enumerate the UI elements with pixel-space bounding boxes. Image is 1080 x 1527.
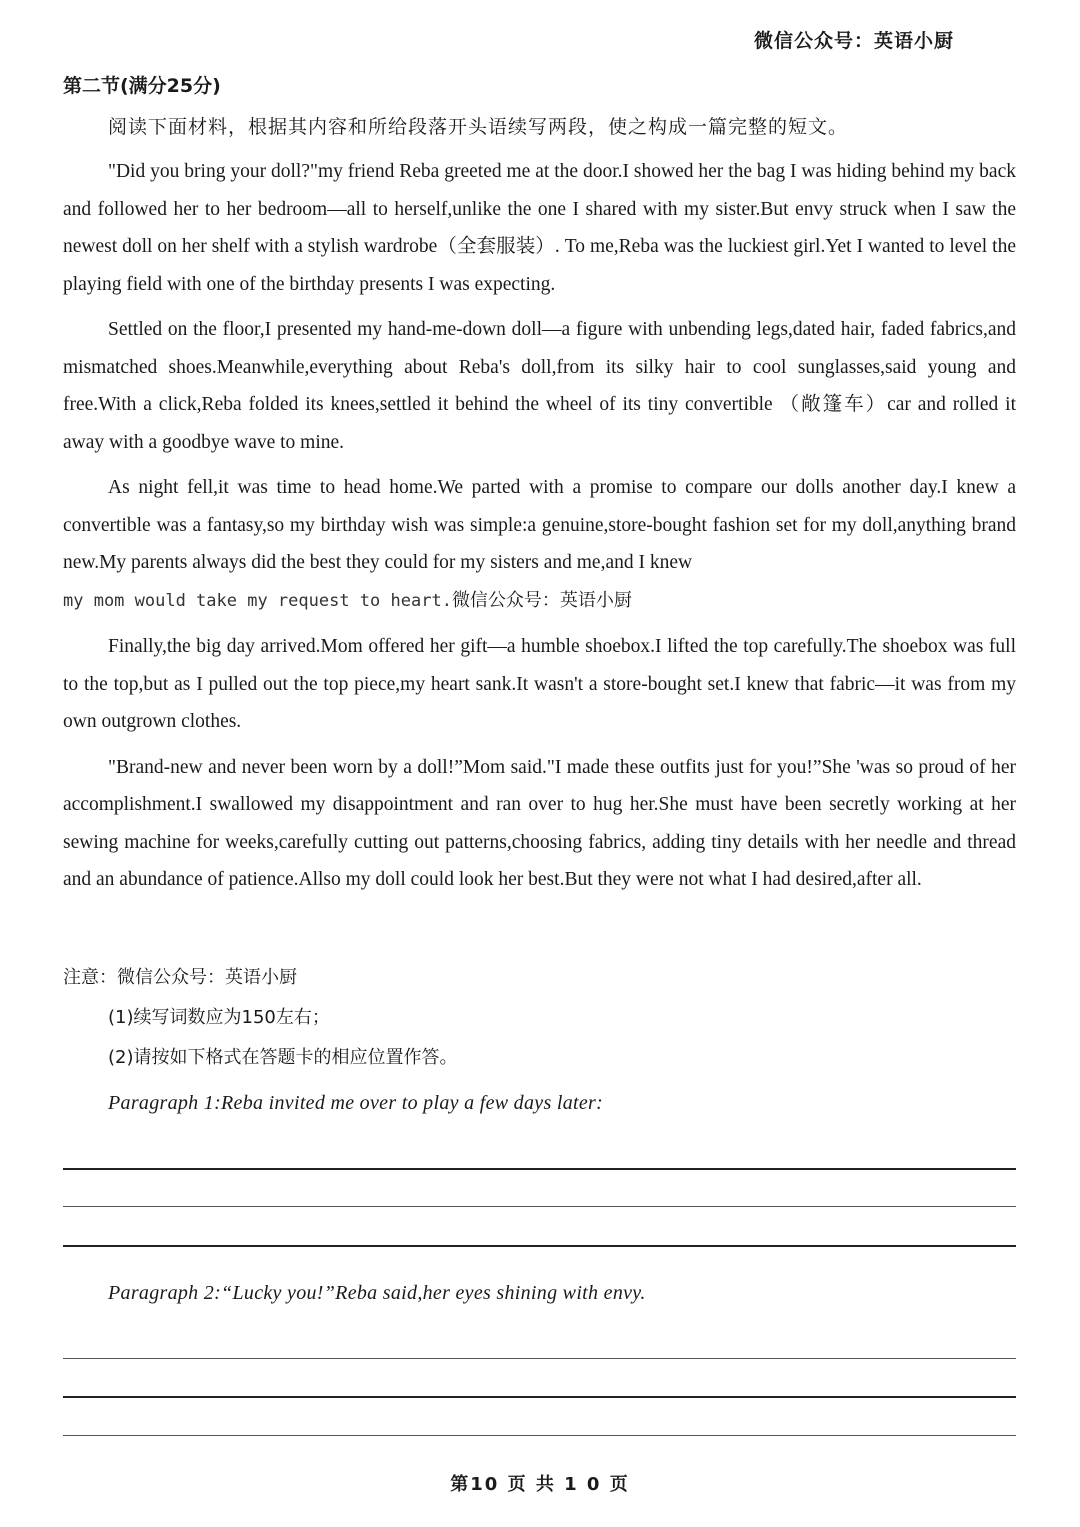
writing-notes	[63, 963, 458, 1083]
notes-heading: 注意：微信公众号：英语小厨	[63, 967, 297, 988]
passage-paragraph-3	[63, 469, 1016, 620]
answer-line	[63, 1245, 1016, 1247]
paragraph-2-prompt: Paragraph 2:“Lucky you!”Reba said,her eyes shining with envy.	[108, 1282, 646, 1304]
wechat-header-note: 微信公众号：英语小厨	[753, 30, 954, 52]
answer-line	[63, 1206, 1016, 1207]
passage-paragraph-3-text: As night fell,it was time to head home.We parted with a promise to compare our dolls another day.I knew a convertible was a fantasy,so my birthday wish was simple:a genuine,store-bought fashion set for my doll,anything brand new.My parents always did the best they could for my sisters and me,and I knew	[63, 477, 1016, 573]
note-item-word-count: (1)续写词数应为150左右；	[108, 1007, 330, 1028]
reading-passage	[63, 153, 1016, 907]
passage-paragraph-3-tail: my mom would take my request to heart.	[63, 590, 452, 611]
answer-line	[63, 1168, 1016, 1170]
passage-paragraph-2: Settled on the floor,I presented my hand-me-down doll—a figure with unbending legs,dated hair, faded fabrics,and mismatched shoes.Meanwhile,everything about Reba's doll,from its silky hair to cool sunglasses,said young and free.With a click,Reba folded its knees,settled it behind the wheel of its tiny convertible （敞篷车）car and rolled it away with a goodbye wave to mine.	[63, 319, 1016, 453]
answer-line	[63, 1358, 1016, 1359]
passage-paragraph-1: "Did you bring your doll?"my friend Reba greeted me at the door.I showed her the bag I was hiding behind my back and followed her to her bedroom—all to herself,unlike the one I shared with my sister.But envy struck when I saw the newest doll on her shelf with a stylish wardrobe（全套服装）. To me,Reba was the luckiest girl.Yet I wanted to level the playing field with one of the birthday presents I was expecting.	[63, 161, 1016, 295]
note-item-format: (2)请按如下格式在答题卡的相应位置作答。	[108, 1047, 458, 1068]
section-instruction: 阅读下面材料，根据其内容和所给段落开头语续写两段，使之构成一篇完整的短文。	[108, 116, 849, 138]
passage-paragraph-5: "Brand-new and never been worn by a doll!”Mom said."I made these outfits just for you!”She 'was so proud of her accomplishment.I swallowed my disappointment and ran over to hug her.She must have been secretly working at her sewing machine for weeks,carefully cutting out patterns,choosing fabrics, adding tiny details with her needle and thread and an abundance of patience.Allso my doll could look her best.But they were not what I had desired,after all.	[63, 756, 1016, 890]
page-number-footer: 第10 页 共 1 0 页	[450, 1474, 630, 1495]
section-title: 第二节(满分25分)	[63, 75, 221, 97]
passage-paragraph-4: Finally,the big day arrived.Mom offered her gift—a humble shoebox.I lifted the top carefully.The shoebox was full to the top,but as I pulled out the top piece,my heart sank.It wasn't a store-bought set.I knew that fabric—it was from my own outgrown clothes.	[63, 636, 1016, 732]
passage-wechat-note: 微信公众号：英语小厨	[451, 589, 632, 611]
answer-line	[63, 1396, 1016, 1398]
paragraph-1-prompt: Paragraph 1:Reba invited me over to play a few days later:	[108, 1092, 604, 1114]
answer-line	[63, 1435, 1016, 1436]
